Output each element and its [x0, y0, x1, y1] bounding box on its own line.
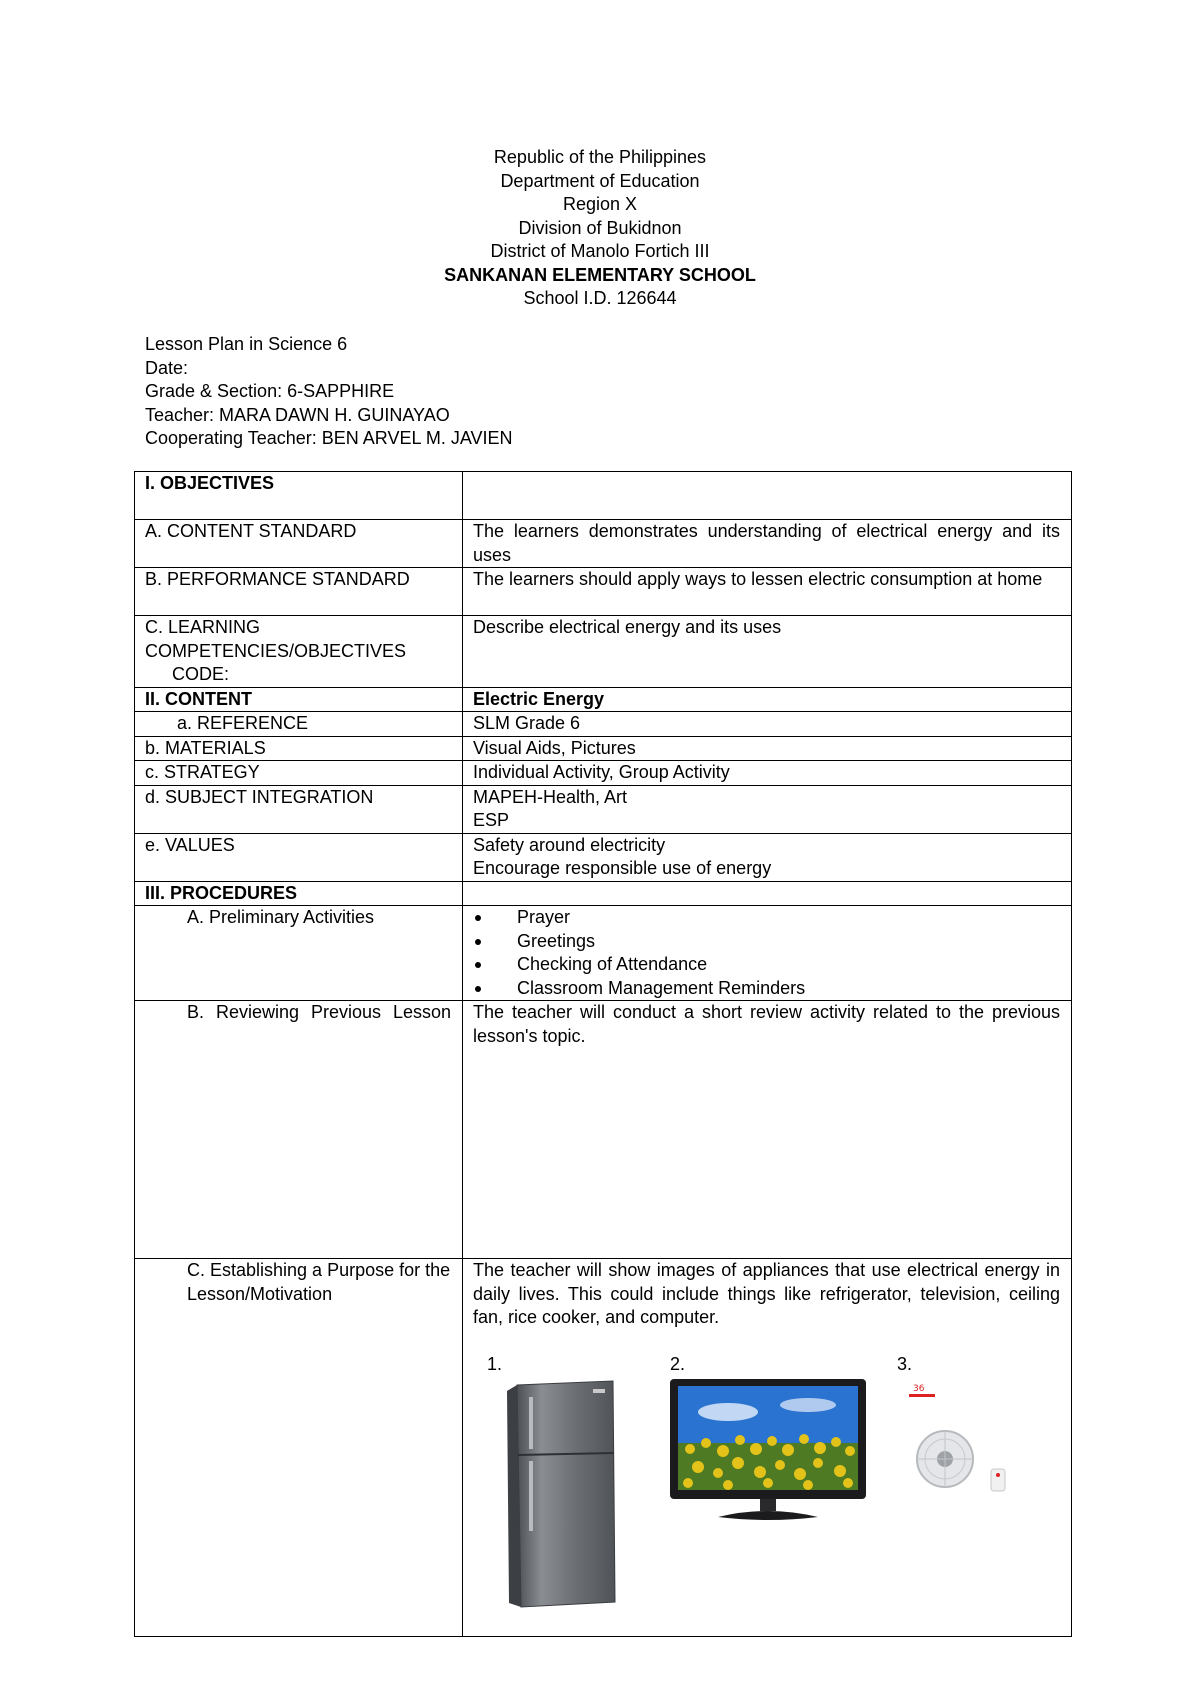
- list-item: Checking of Attendance: [463, 953, 1060, 977]
- procedures-value-empty: [463, 881, 1072, 906]
- integration-line-2: ESP: [473, 810, 510, 830]
- table-row: [135, 568, 1072, 616]
- reviewing-previous-lesson-value: The teacher will conduct a short review activity related to the previous lesson's topic.: [463, 1001, 1072, 1259]
- table-row: [135, 712, 1072, 737]
- appliance-images: [473, 1353, 1060, 1636]
- reference-label: a. REFERENCE: [135, 712, 463, 737]
- television-image: [668, 1377, 868, 1527]
- performance-standard-value: The learners should apply ways to lessen electric consumption at home: [463, 568, 1072, 616]
- strategy-label: c. STRATEGY: [135, 761, 463, 786]
- content-standard-label: A. CONTENT STANDARD: [135, 520, 463, 568]
- reviewing-previous-lesson-label: [135, 1001, 463, 1259]
- list-item: Greetings: [463, 930, 1060, 954]
- table-row: [135, 616, 1072, 688]
- content-heading: II. CONTENT: [135, 687, 463, 712]
- values-line-1: Safety around electricity: [473, 834, 666, 855]
- table-row: [135, 761, 1072, 786]
- table-row: [135, 472, 1072, 520]
- table-row: [135, 1259, 1072, 1637]
- subject-integration-value: [463, 785, 1072, 833]
- objectives-value-empty: [463, 472, 1072, 520]
- values-label: e. VALUES: [135, 833, 463, 881]
- header-republic: Republic of the Philippines: [493, 147, 707, 167]
- header-district: District of Manolo Fortich III: [490, 241, 710, 261]
- header-school-name: SANKANAN ELEMENTARY SCHOOL: [444, 264, 756, 285]
- values-value: [463, 833, 1072, 881]
- header-school-id: School I.D. 126644: [523, 288, 677, 308]
- lesson-plan-table: [134, 471, 1072, 1637]
- table-row: [135, 785, 1072, 833]
- lesson-cooperating-teacher: Cooperating Teacher: BEN ARVEL M. JAVIEN: [145, 428, 513, 448]
- list-item: Prayer: [463, 906, 1060, 930]
- document-header: [0, 146, 1200, 311]
- table-row: [135, 1001, 1072, 1259]
- lesson-date: Date:: [145, 357, 189, 378]
- table-row: [135, 881, 1072, 906]
- table-row: [135, 906, 1072, 1001]
- performance-standard-label: B. PERFORMANCE STANDARD: [135, 568, 463, 616]
- table-row: [135, 833, 1072, 881]
- values-line-2: Encourage responsible use of energy: [473, 858, 772, 878]
- ceiling-fan-image: [905, 1377, 1015, 1497]
- svg-text:36: 36: [913, 1383, 925, 1394]
- procedures-heading: III. PROCEDURES: [135, 881, 463, 906]
- purpose-text: The teacher will show images of appliances that use electrical energy in daily lives. This could include things like refrigerator, television, ceiling fan, rice cooker, and computer.: [473, 1260, 1060, 1327]
- reference-value: SLM Grade 6: [463, 712, 1072, 737]
- header-region: Region X: [562, 194, 638, 214]
- lc-label-line-2: COMPETENCIES/OBJECTIVES: [145, 640, 407, 661]
- lesson-grade-section: Grade & Section: 6-SAPPHIRE: [145, 381, 395, 401]
- preliminary-activities-value: [463, 906, 1072, 1001]
- establishing-purpose-value: [463, 1259, 1072, 1637]
- lesson-meta: [145, 333, 513, 451]
- materials-value: Visual Aids, Pictures: [463, 736, 1072, 761]
- lesson-title: Lesson Plan in Science 6: [145, 334, 348, 354]
- learning-competencies-label: [135, 616, 463, 688]
- table-row: [135, 687, 1072, 712]
- header-department: Department of Education: [500, 170, 700, 191]
- header-division: Division of Bukidnon: [518, 217, 682, 238]
- objectives-heading: I. OBJECTIVES: [135, 472, 463, 520]
- refrigerator-image: [503, 1377, 621, 1610]
- subject-integration-label: d. SUBJECT INTEGRATION: [135, 785, 463, 833]
- materials-label: b. MATERIALS: [135, 736, 463, 761]
- preliminary-activities-list: [463, 906, 1060, 1000]
- establishing-purpose-label: C. Establishing a Purpose for the Lesson/Motivation: [135, 1259, 463, 1637]
- content-value: Electric Energy: [463, 687, 1072, 712]
- lc-label-line-1: C. LEARNING: [145, 617, 261, 637]
- image-number-3: 3.: [897, 1353, 913, 1374]
- integration-line-1: MAPEH-Health, Art: [473, 786, 628, 807]
- strategy-value: Individual Activity, Group Activity: [463, 761, 1072, 786]
- preliminary-activities-label: A. Preliminary Activities: [135, 906, 463, 1001]
- reviewing-label-text: B. Reviewing Previous Lesson: [187, 1002, 451, 1022]
- table-row: [135, 736, 1072, 761]
- image-number-2: 2.: [670, 1353, 686, 1374]
- lesson-teacher: Teacher: MARA DAWN H. GUINAYAO: [145, 404, 450, 425]
- lc-label-line-3: CODE:: [172, 664, 230, 684]
- image-number-1: 1.: [487, 1353, 503, 1374]
- content-standard-value: The learners demonstrates understanding of electrical energy and its uses: [463, 520, 1072, 568]
- learning-competencies-value: Describe electrical energy and its uses: [463, 616, 1072, 688]
- table-row: [135, 520, 1072, 568]
- list-item: Classroom Management Reminders: [463, 977, 1060, 1001]
